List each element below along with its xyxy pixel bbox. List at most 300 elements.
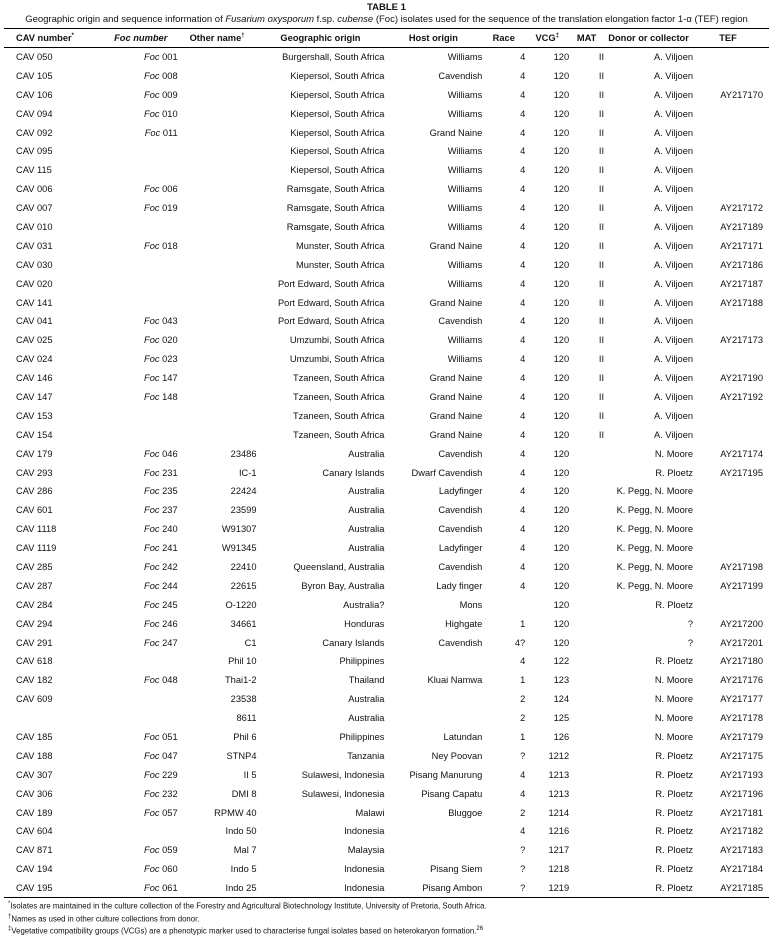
cell-foc-number: Foc 060 <box>144 864 178 875</box>
cell-other-name: C1 <box>244 637 257 648</box>
cell-donor: R. Ploetz <box>655 599 694 610</box>
cell-foc-number: Foc 059 <box>144 845 178 856</box>
header-geographic-origin: Geographic origin <box>280 33 361 43</box>
cell-race: 4 <box>520 221 526 232</box>
cell-vcg: 1213 <box>548 769 570 780</box>
cell-other-name <box>178 293 257 312</box>
footnotes <box>8 899 773 937</box>
cell-other-name: Thai1-2 <box>224 675 257 686</box>
table-row <box>4 66 769 85</box>
cell-donor: N. Moore <box>654 448 694 459</box>
table-body <box>4 48 769 898</box>
cell-geographic-origin: Philippines <box>339 732 385 742</box>
table-row <box>4 822 769 841</box>
cell-tef: AY217196 <box>720 788 763 799</box>
cell-foc-number: Foc 019 <box>144 203 178 214</box>
cell-race: ? <box>520 845 526 856</box>
cell-mat: II <box>598 259 605 270</box>
cell-host-origin: Bluggoe <box>448 807 483 818</box>
cell-race: ? <box>520 882 526 893</box>
cell-foc-number: Foc 235 <box>144 486 178 497</box>
cell-tef: AY217188 <box>720 297 763 308</box>
subtitle-forma: cubense <box>337 14 374 25</box>
cell-donor: A. Viljoen <box>653 278 694 289</box>
cell-other-name <box>178 274 257 293</box>
cell-host-origin: Grand Naine <box>429 127 483 138</box>
header-cav: CAV number* <box>16 32 74 44</box>
cell-cav-number: CAV 105 <box>16 70 53 81</box>
cell-vcg: 126 <box>553 732 570 742</box>
cell-tef <box>693 406 769 425</box>
cell-race <box>482 595 525 614</box>
cell-vcg: 1213 <box>548 788 570 799</box>
cell-host-origin: Williams <box>447 354 483 365</box>
cell-geographic-origin: Honduras <box>344 618 385 629</box>
cell-race: 4 <box>520 410 526 421</box>
cell-foc-number: Foc 237 <box>144 505 178 516</box>
table-row <box>4 709 769 728</box>
cell-geographic-origin: Burgershall, South Africa <box>282 52 385 63</box>
table-row <box>4 331 769 350</box>
cell-vcg: 120 <box>553 240 570 251</box>
cell-vcg: 1214 <box>548 807 570 818</box>
cell-host-origin: Ladyfinger <box>438 486 483 497</box>
cell-donor: A. Viljoen <box>653 373 694 384</box>
cell-host-origin <box>384 652 482 671</box>
subtitle-text: Geographic origin and sequence information of <box>25 14 226 25</box>
cell-donor: N. Moore <box>654 675 694 686</box>
subtitle-text: (Foc) isolates used for the sequence of the translation elongation factor 1-α (TEF) region <box>373 14 748 25</box>
cell-tef: AY217187 <box>720 278 763 289</box>
cell-vcg: 120 <box>553 184 570 195</box>
cell-host-origin: Pisang Capatu <box>421 788 483 799</box>
cell-foc-number: Foc 009 <box>144 89 178 100</box>
cell-foc-number <box>104 218 178 237</box>
cell-vcg: 120 <box>553 259 570 270</box>
cell-other-name <box>178 218 257 237</box>
cell-mat <box>569 595 604 614</box>
cell-mat <box>569 633 604 652</box>
table-row <box>4 180 769 199</box>
cell-foc-number: Foc 048 <box>144 675 178 686</box>
cell-geographic-origin: Australia <box>348 713 385 724</box>
cell-cav-number: CAV 609 <box>16 694 53 705</box>
cell-other-name: 34661 <box>230 618 257 629</box>
cell-host-origin: Cavendish <box>438 524 483 535</box>
cell-tef: AY217198 <box>720 561 763 572</box>
cell-vcg: 120 <box>553 373 570 384</box>
cell-mat <box>569 784 604 803</box>
header-tef: TEF <box>719 33 737 43</box>
cell-host-origin: Cavendish <box>438 637 483 648</box>
cell-cav-number: CAV 141 <box>16 297 53 308</box>
cell-tef <box>693 123 769 142</box>
cell-geographic-origin: Canary Islands <box>322 637 385 648</box>
cell-vcg: 120 <box>553 127 570 138</box>
cell-race: 4 <box>520 561 526 572</box>
table-row <box>4 104 769 123</box>
cell-host-origin: Grand Naine <box>429 429 483 440</box>
table-row <box>4 841 769 860</box>
cell-geographic-origin: Ramsgate, South Africa <box>286 221 385 232</box>
cell-race: 4 <box>520 580 526 591</box>
cell-cav-number: CAV 094 <box>16 108 53 119</box>
cell-foc-number: Foc 232 <box>144 788 178 799</box>
cell-cav-number: CAV 006 <box>16 184 53 195</box>
cell-cav-number: CAV 618 <box>16 656 53 667</box>
cell-geographic-origin: Canary Islands <box>322 467 385 478</box>
cell-host-origin: Grand Naine <box>429 373 483 384</box>
cell-cav-number: CAV 147 <box>16 391 53 402</box>
cell-race: 4 <box>520 184 526 195</box>
cell-geographic-origin: Indonesia <box>344 826 385 837</box>
cell-foc-number <box>104 161 178 180</box>
cell-mat: II <box>598 429 605 440</box>
table-row <box>4 350 769 369</box>
cell-geographic-origin: Byron Bay, Australia <box>301 580 385 591</box>
cell-tef: AY217192 <box>720 391 763 402</box>
cell-geographic-origin: Port Edward, South Africa <box>277 297 385 308</box>
cell-donor: N. Moore <box>654 713 694 724</box>
cell-other-name: 23538 <box>230 694 257 705</box>
cell-host-origin: Highgate <box>445 618 483 629</box>
cell-host-origin: Lady finger <box>436 580 483 591</box>
cell-vcg: 120 <box>553 580 570 591</box>
cell-race: 4 <box>520 127 526 138</box>
cell-donor: R. Ploetz <box>655 826 694 837</box>
cell-foc-number: Foc 241 <box>144 543 178 554</box>
cell-mat: II <box>598 127 605 138</box>
cell-race: ? <box>520 750 526 761</box>
cell-donor: ? <box>687 618 694 629</box>
cell-other-name <box>178 48 257 67</box>
cell-vcg: 120 <box>553 146 570 157</box>
cell-foc-number: Foc 020 <box>144 335 178 346</box>
cell-other-name: Indo 5 <box>230 864 257 875</box>
cell-tef: AY217182 <box>720 826 763 837</box>
cell-vcg: 120 <box>553 410 570 421</box>
cell-cav-number: CAV 293 <box>16 467 53 478</box>
cell-foc-number: Foc 061 <box>144 882 178 893</box>
cell-foc-number <box>104 690 178 709</box>
cell-foc-number <box>104 425 178 444</box>
cell-host-origin: Cavendish <box>438 70 483 81</box>
table-row <box>4 406 769 425</box>
cell-cav-number: CAV 179 <box>16 448 53 459</box>
cell-host-origin: Williams <box>447 221 483 232</box>
table-subtitle <box>0 14 773 26</box>
cell-geographic-origin: Kiepersol, South Africa <box>290 165 385 176</box>
cell-other-name <box>178 161 257 180</box>
cell-cav-number: CAV 307 <box>16 769 53 780</box>
cell-tef <box>693 180 769 199</box>
cell-donor: A. Viljoen <box>653 89 694 100</box>
cell-mat <box>569 822 604 841</box>
table-header <box>4 29 769 48</box>
cell-donor: A. Viljoen <box>653 108 694 119</box>
cell-race: 2 <box>520 694 526 705</box>
cell-donor: R. Ploetz <box>655 467 694 478</box>
cell-tef: AY217171 <box>720 240 763 251</box>
cell-tef <box>693 350 769 369</box>
cell-mat: II <box>598 278 605 289</box>
cell-geographic-origin: Munster, South Africa <box>296 240 385 251</box>
cell-vcg: 120 <box>553 335 570 346</box>
table-row <box>4 85 769 104</box>
cell-mat: II <box>598 297 605 308</box>
cell-race: 4 <box>520 354 526 365</box>
cell-host-origin: Williams <box>447 52 483 63</box>
cell-donor: R. Ploetz <box>655 845 694 856</box>
cell-tef: AY217183 <box>720 845 763 856</box>
cell-geographic-origin: Australia? <box>343 599 385 610</box>
cell-tef: AY217185 <box>720 882 763 893</box>
cell-cav-number: CAV 287 <box>16 580 53 591</box>
cell-foc-number: Foc 244 <box>144 580 178 591</box>
cell-mat: II <box>598 70 605 81</box>
cell-foc-number: Foc 043 <box>144 316 178 327</box>
cell-donor: A. Viljoen <box>653 316 694 327</box>
cell-tef: AY217190 <box>720 373 763 384</box>
table-title: TABLE 1 <box>367 2 406 13</box>
cell-vcg: 120 <box>553 52 570 63</box>
cell-cav-number: CAV 1119 <box>16 543 57 554</box>
cell-host-origin: Williams <box>447 203 483 214</box>
cell-tef: AY217201 <box>720 637 763 648</box>
cell-geographic-origin: Tanzania <box>347 750 385 761</box>
table-row <box>4 48 769 67</box>
cell-tef: AY217178 <box>720 713 763 724</box>
cell-other-name: Mal 7 <box>233 845 257 856</box>
cell-tef: AY217181 <box>720 807 763 818</box>
cell-race: 4 <box>520 373 526 384</box>
cell-host-origin <box>384 709 482 728</box>
cell-donor: R. Ploetz <box>655 769 694 780</box>
cell-mat: II <box>598 52 605 63</box>
cell-race: 4 <box>520 297 526 308</box>
cell-other-name: 8611 <box>236 713 257 724</box>
cell-donor: R. Ploetz <box>655 788 694 799</box>
cell-tef <box>693 312 769 331</box>
cell-host-origin: Ney Poovan <box>431 750 483 761</box>
cell-other-name <box>178 123 257 142</box>
cell-tef: AY217173 <box>720 335 763 346</box>
cell-vcg: 120 <box>553 637 570 648</box>
table-row <box>4 671 769 690</box>
cell-tef <box>693 142 769 161</box>
cell-foc-number <box>104 709 178 728</box>
cell-other-name: W91307 <box>221 524 257 535</box>
cell-race: 4 <box>520 467 526 478</box>
cell-tef: AY217179 <box>720 732 763 742</box>
cell-other-name: 23599 <box>230 505 257 516</box>
cell-cav-number: CAV 294 <box>16 618 53 629</box>
cell-cav-number: CAV 007 <box>16 203 53 214</box>
cell-cav-number: CAV 020 <box>16 278 53 289</box>
subtitle-text: f.sp. <box>314 14 338 25</box>
cell-mat: II <box>598 316 605 327</box>
cell-mat <box>569 765 604 784</box>
header-mat: MAT <box>576 33 597 43</box>
cell-other-name <box>178 255 257 274</box>
cell-host-origin: Grand Naine <box>429 391 483 402</box>
cell-host-origin: Cavendish <box>438 316 483 327</box>
cell-tef <box>693 425 769 444</box>
cell-host-origin: Williams <box>447 108 483 119</box>
header-host-origin: Host origin <box>408 33 458 43</box>
cell-other-name: 22615 <box>230 580 257 591</box>
cell-other-name: 22410 <box>230 561 257 572</box>
cell-host-origin: Williams <box>447 259 483 270</box>
footnote: †Names as used in other culture collections from donor. <box>8 913 200 924</box>
cell-tef <box>693 66 769 85</box>
cell-donor: A. Viljoen <box>653 127 694 138</box>
table-row <box>4 293 769 312</box>
cell-geographic-origin: Port Edward, South Africa <box>277 316 385 327</box>
cell-cav-number: CAV 095 <box>16 146 53 157</box>
cell-host-origin: Williams <box>447 89 483 100</box>
cell-vcg: 124 <box>553 694 570 705</box>
cell-foc-number <box>104 274 178 293</box>
cell-geographic-origin: Kiepersol, South Africa <box>290 108 385 119</box>
cell-donor: R. Ploetz <box>655 656 694 667</box>
cell-donor: A. Viljoen <box>653 203 694 214</box>
cell-foc-number: Foc 240 <box>144 524 178 535</box>
cell-foc-number: Foc 011 <box>144 127 178 138</box>
cell-geographic-origin: Port Edward, South Africa <box>277 278 385 289</box>
cell-vcg: 120 <box>553 486 570 497</box>
cell-geographic-origin: Kiepersol, South Africa <box>290 70 385 81</box>
cell-race: 1 <box>520 732 526 742</box>
cell-host-origin: Grand Naine <box>429 240 483 251</box>
cell-geographic-origin: Queensland, Australia <box>293 561 385 572</box>
cell-foc-number: Foc 057 <box>144 807 178 818</box>
cell-cav-number: CAV 604 <box>16 826 53 837</box>
cell-cav-number: CAV 194 <box>16 864 53 875</box>
cell-mat: II <box>598 108 605 119</box>
cell-race: 1 <box>520 618 526 629</box>
cell-other-name: Indo 50 <box>225 826 257 837</box>
cell-cav-number: CAV 010 <box>16 221 53 232</box>
cell-race: 4 <box>520 524 526 535</box>
table-row <box>4 614 769 633</box>
cell-vcg: 120 <box>553 165 570 176</box>
cell-donor: K. Pegg, N. Moore <box>616 486 694 497</box>
cell-mat: II <box>598 221 605 232</box>
footnote: ‡Vegetative compatibility groups (VCGs) are a phenotypic marker used to characterise fungal isolates based on heterokaryon formation.$^{26}$ <box>8 926 484 936</box>
cell-host-origin <box>384 822 482 841</box>
cell-mat: II <box>598 391 605 402</box>
cell-foc-number: Foc 245 <box>144 599 178 610</box>
cell-donor: A. Viljoen <box>653 429 694 440</box>
table-row <box>4 236 769 255</box>
cell-donor: K. Pegg, N. Moore <box>616 580 694 591</box>
cell-host-origin: Williams <box>447 335 483 346</box>
cell-other-name <box>178 142 257 161</box>
cell-host-origin: Kluai Namwa <box>427 675 483 686</box>
cell-vcg: 123 <box>553 675 570 686</box>
cell-geographic-origin: Tzaneen, South Africa <box>292 410 385 421</box>
cell-donor: A. Viljoen <box>653 52 694 63</box>
cell-vcg: 120 <box>553 297 570 308</box>
cell-race: 4 <box>520 543 526 554</box>
table-row <box>4 595 769 614</box>
cell-vcg: 120 <box>553 278 570 289</box>
cell-host-origin: Grand Naine <box>429 297 483 308</box>
cell-host-origin: Grand Naine <box>429 410 483 421</box>
cell-cav-number: CAV 030 <box>16 259 53 270</box>
cell-mat: II <box>598 89 605 100</box>
cell-host-origin <box>384 841 482 860</box>
cell-donor: A. Viljoen <box>653 240 694 251</box>
cell-host-origin: Cavendish <box>438 505 483 516</box>
cell-geographic-origin: Thailand <box>348 675 385 686</box>
cell-donor: A. Viljoen <box>653 354 694 365</box>
cell-tef: AY217172 <box>720 203 763 214</box>
cell-vcg: 120 <box>553 203 570 214</box>
cell-donor: ? <box>687 637 694 648</box>
cell-race: 4 <box>520 240 526 251</box>
header-race: Race <box>492 33 515 43</box>
cell-mat <box>569 860 604 879</box>
table-row <box>4 199 769 218</box>
cell-race: 4 <box>520 259 526 270</box>
cell-donor: K. Pegg, N. Moore <box>616 524 694 535</box>
cell-other-name: 22424 <box>230 486 257 497</box>
cell-race: 4? <box>514 637 526 648</box>
cell-geographic-origin: Umzumbi, South Africa <box>289 335 385 346</box>
cell-donor: A. Viljoen <box>653 259 694 270</box>
cell-foc-number: Foc 018 <box>144 240 178 251</box>
cell-geographic-origin: Australia <box>348 694 385 705</box>
table-row <box>4 501 769 520</box>
cell-tef: AY217186 <box>720 259 763 270</box>
cell-cav-number: CAV 188 <box>16 750 53 761</box>
cell-geographic-origin: Australia <box>348 543 385 554</box>
table-row <box>4 463 769 482</box>
cell-mat: II <box>598 184 605 195</box>
cell-cav-number: CAV 041 <box>16 316 53 327</box>
cell-geographic-origin: Australia <box>348 505 385 516</box>
cell-tef: AY217176 <box>720 675 763 686</box>
cell-geographic-origin: Ramsgate, South Africa <box>286 184 385 195</box>
cell-vcg: 1217 <box>548 845 570 856</box>
cell-host-origin: Pisang Ambon <box>422 882 483 893</box>
cell-mat <box>569 444 604 463</box>
cell-cav-number: CAV 286 <box>16 486 53 497</box>
cell-mat: II <box>598 240 605 251</box>
cell-host-origin: Mons <box>459 599 483 610</box>
cell-donor: K. Pegg, N. Moore <box>616 505 694 516</box>
cell-cav-number: CAV 115 <box>16 165 52 176</box>
cell-cav-number: CAV 154 <box>16 429 53 440</box>
cell-mat <box>569 482 604 501</box>
cell-cav-number: CAV 025 <box>16 335 53 346</box>
cell-tef <box>693 482 769 501</box>
cell-tef <box>693 48 769 67</box>
cell-other-name <box>178 66 257 85</box>
cell-donor: A. Viljoen <box>653 70 694 81</box>
cell-geographic-origin: Munster, South Africa <box>296 259 385 270</box>
cell-geographic-origin: Umzumbi, South Africa <box>289 354 385 365</box>
cell-geographic-origin: Tzaneen, South Africa <box>292 429 385 440</box>
table-row <box>4 142 769 161</box>
subtitle-species: Fusarium oxysporum <box>225 14 315 25</box>
cell-other-name: IC-1 <box>238 467 257 478</box>
cell-tef <box>693 595 769 614</box>
cell-vcg: 120 <box>553 618 570 629</box>
cell-tef: AY217175 <box>720 750 763 761</box>
